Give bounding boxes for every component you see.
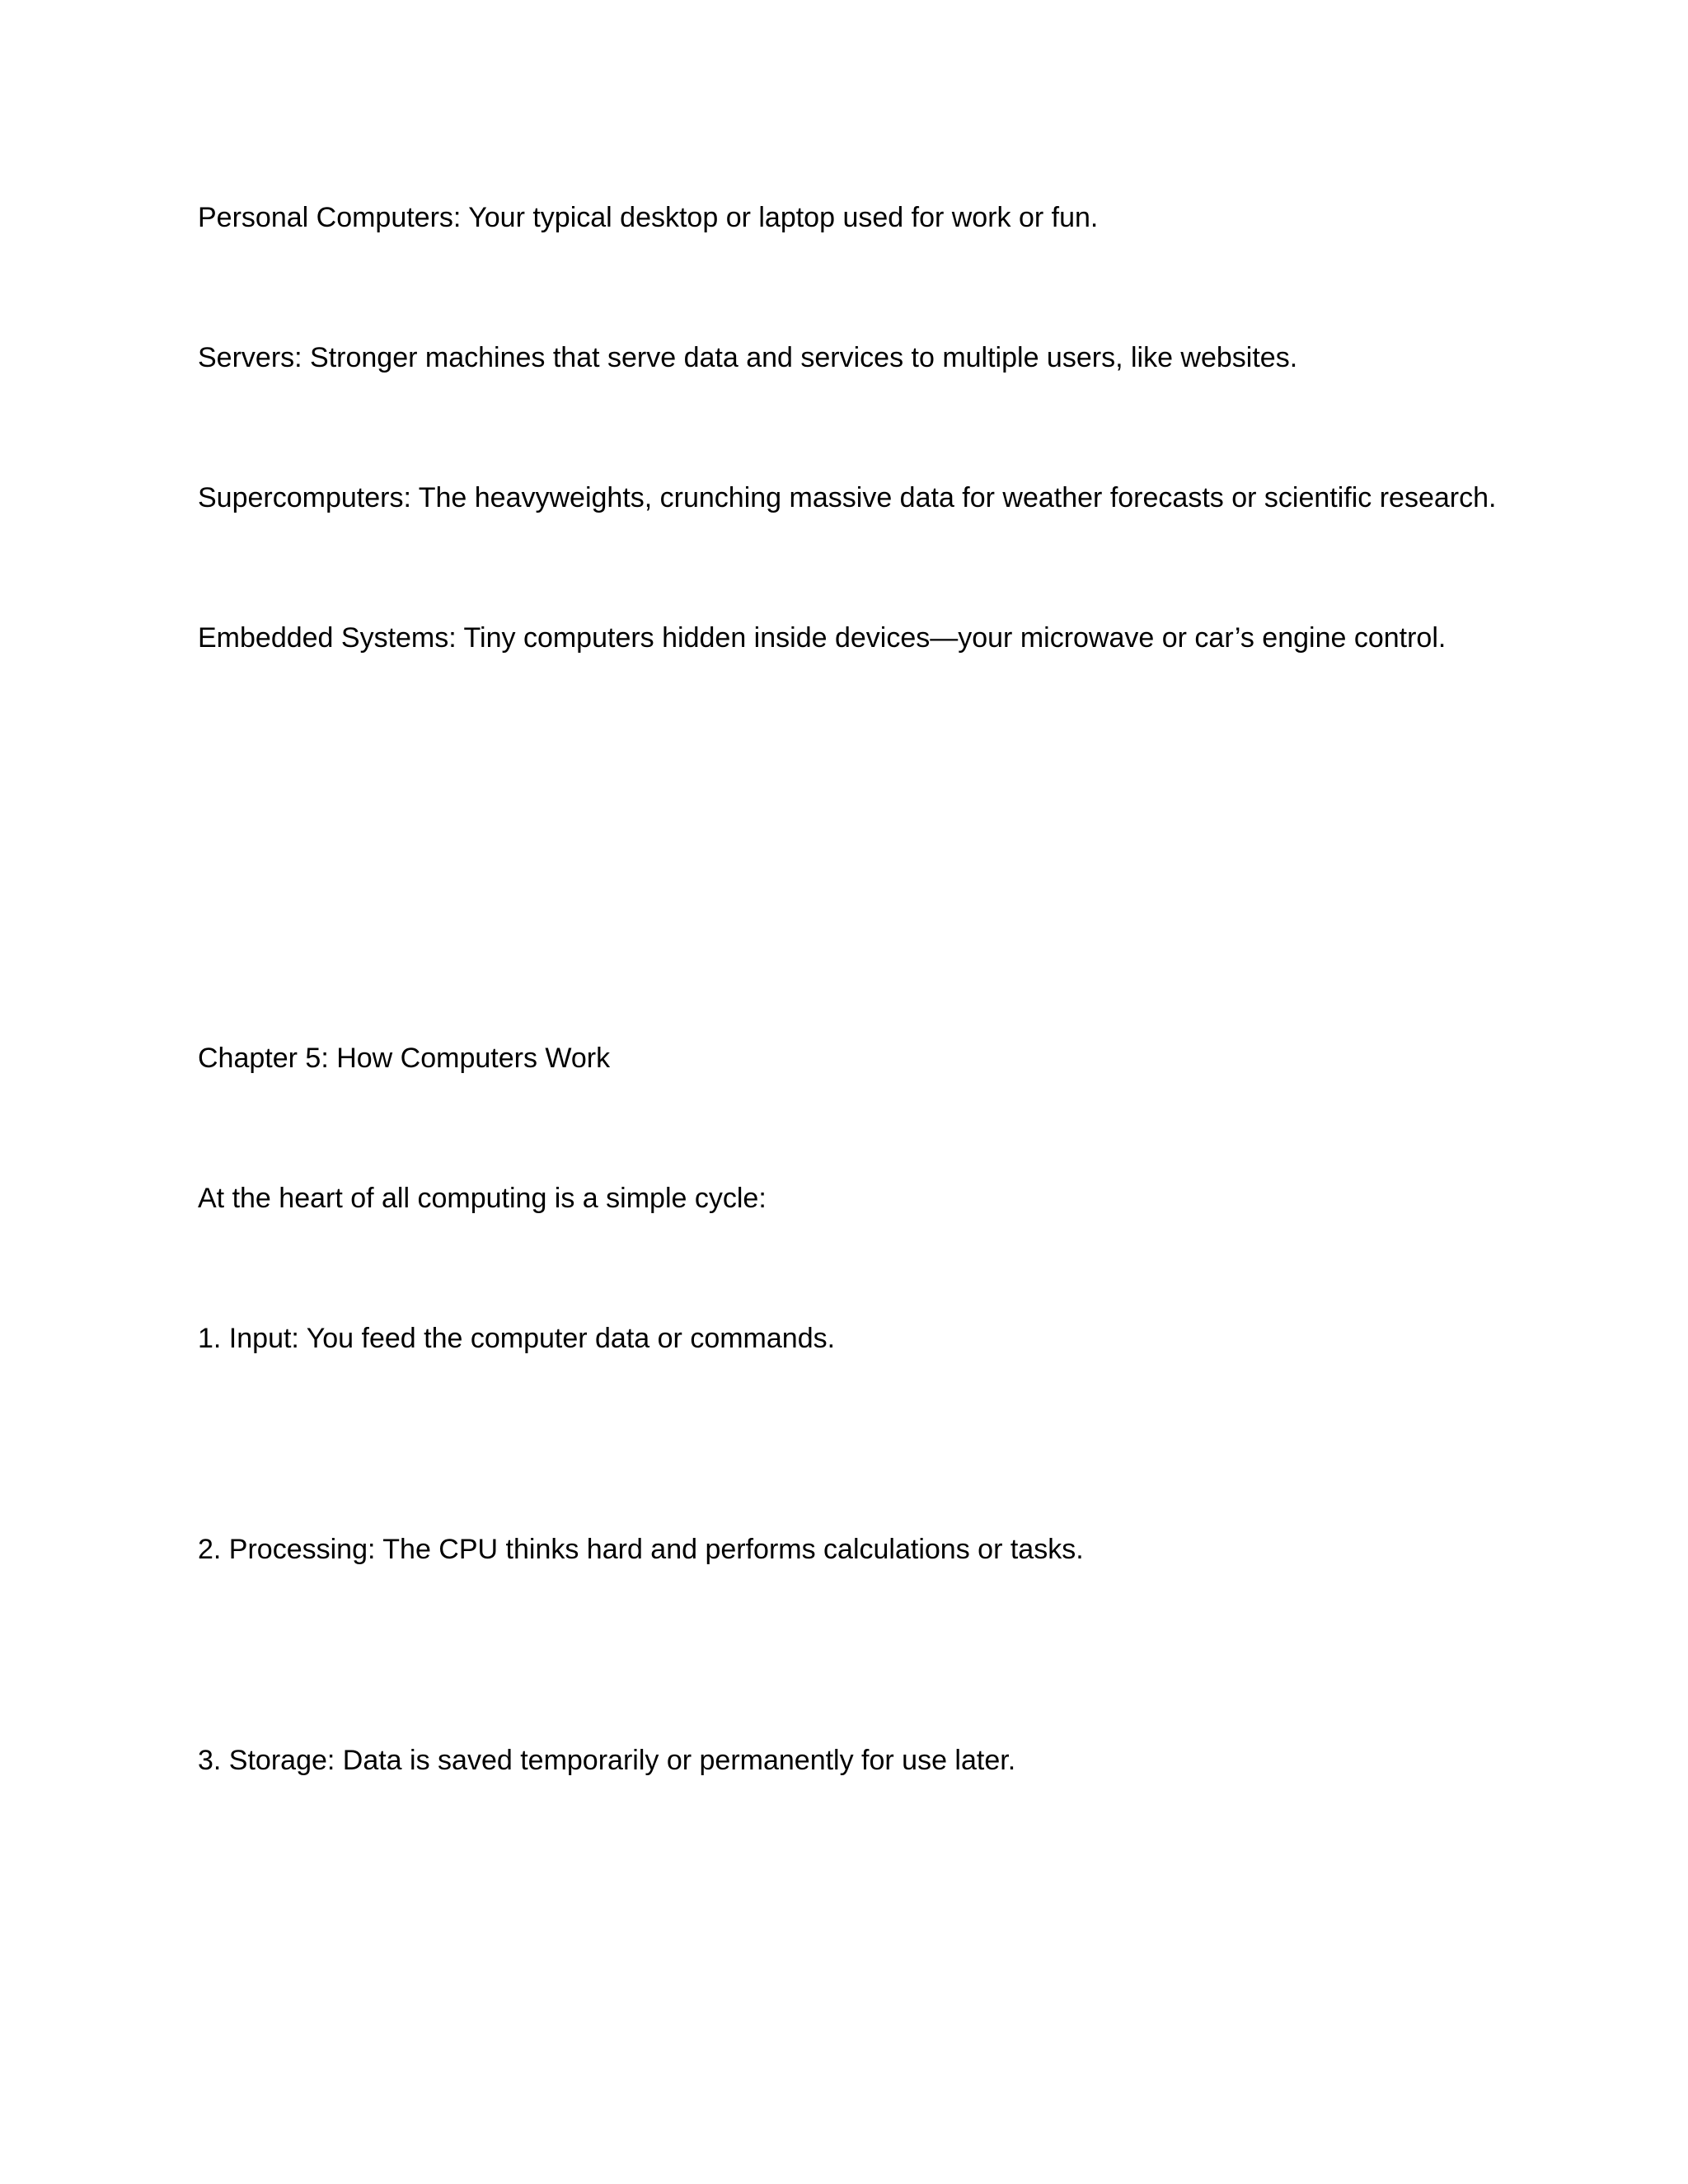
paragraph-personal-computers: Personal Computers: Your typical desktop or laptop used for work or fun.	[198, 202, 1099, 233]
paragraph-supercomputers: Supercomputers: The heavyweights, crunching massive data for weather forecasts or scientific research.	[198, 482, 1497, 513]
paragraph-servers: Servers: Stronger machines that serve data and services to multiple users, like websites.	[198, 342, 1298, 373]
paragraph-embedded-systems: Embedded Systems: Tiny computers hidden inside devices—your microwave or car’s engine control.	[198, 622, 1447, 654]
list-item-input: 1. Input: You feed the computer data or commands.	[198, 1323, 836, 1354]
paragraph-intro-cycle: At the heart of all computing is a simple cycle:	[198, 1183, 767, 1214]
chapter-heading: Chapter 5: How Computers Work	[198, 1043, 611, 1074]
list-item-processing: 2. Processing: The CPU thinks hard and performs calculations or tasks.	[198, 1534, 1084, 1565]
list-item-storage: 3. Storage: Data is saved temporarily or permanently for use later.	[198, 1745, 1016, 1776]
